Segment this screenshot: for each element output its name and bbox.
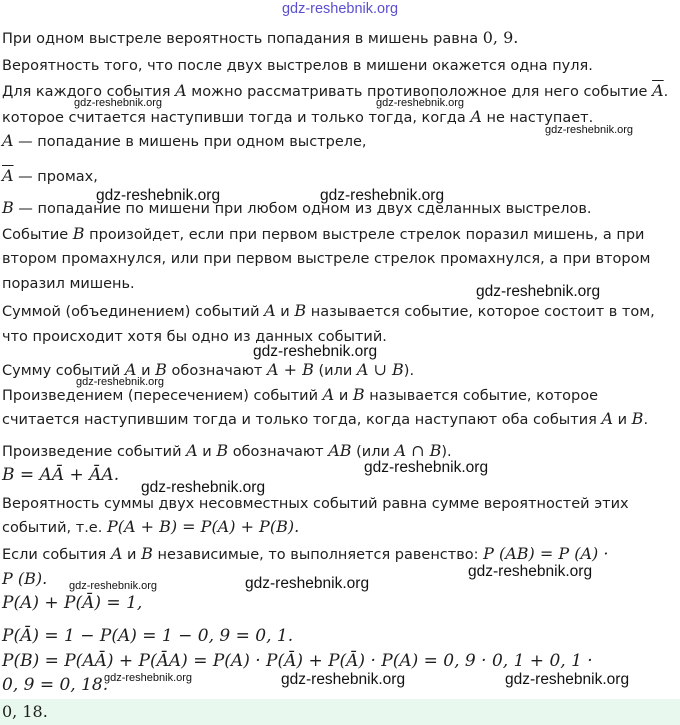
math-A-cup-B: A ∪ B [356,360,404,379]
sum-definition-1 [2,302,655,321]
independence-rule-cont: P (B). [2,569,48,588]
math-A: A [470,107,482,126]
text: (или [313,363,357,379]
math-B: B [216,441,229,460]
math-A: A [322,385,335,404]
text: (или [351,444,395,460]
event-B-formula: B = AĀ + ĀA. [2,465,120,485]
text: называется событие, которое [364,388,599,404]
problem-statement-2: Вероятность того, что после двух выстрелов в мишени окажется одна пуля. [2,58,593,74]
text: обозначают [228,444,329,460]
watermark: gdz-reshebnik.org [376,97,465,109]
equation-complement-sum: P(A) + P(Ā) = 1, [2,593,143,613]
theory-line-4 [2,108,593,127]
text: событий, т.е. [2,520,107,536]
math-A-bar: $\overline{A}$ [2,166,14,185]
watermark: gdz-reshebnik.org [281,671,406,688]
math-B: B [631,409,644,428]
math-A: A [186,441,198,460]
math-A: A [124,360,137,379]
sum-probability-rule-2 [2,518,299,537]
math-B: B [2,198,14,217]
event-B-description-2: втором промахнулся, или при первом выстреле стрелок промахнулся, а при втором [2,251,651,267]
definition-B [2,199,592,218]
product-definition-1 [2,386,598,405]
text: — промах, [13,169,98,185]
site-header-link[interactable]: gdz-reshebnik.org [281,1,399,17]
watermark: gdz-reshebnik.org [245,575,370,592]
text: Сумму событий [2,363,125,379]
text: — попадание по мишени при любом одном из двух сделанных выстрелов. [13,201,592,217]
math-A: A [110,544,123,563]
math-B: B [155,360,167,379]
watermark: gdz-reshebnik.org [320,187,445,204]
math-A: A [175,81,187,100]
text: называется событие, которое состоит в том, [306,304,655,320]
text: и [338,388,349,404]
text: . [643,412,649,428]
text: ). [403,363,415,379]
text: Произведением (пересечением) событий [2,388,323,404]
answer-box [0,699,680,725]
definition-A-bar [2,167,98,186]
watermark: gdz-reshebnik.org [468,563,593,580]
text: считается наступившим тогда и только тогда, когда наступают оба события [2,412,602,428]
product-definition-2 [2,410,648,429]
text: и [275,304,295,320]
watermark: gdz-reshebnik.org [253,343,378,360]
text: не наступает. [481,110,594,126]
math-B: B [352,385,365,404]
independence-rule [2,545,608,564]
math-A-plus-B: A + B [267,360,314,379]
watermark: gdz-reshebnik.org [476,283,601,300]
text: обозначают [166,363,267,379]
text: . [663,84,669,100]
text: которое считается наступивши тогда и только тогда, когда [2,110,471,126]
math-B: B [72,224,85,243]
event-B-description-1 [2,225,644,244]
watermark: gdz-reshebnik.org [141,479,266,496]
text: и [617,412,628,428]
math-sum-formula: P(A + B) = P(A) + P(B). [106,517,300,536]
equation-PB: P(B) = P(AĀ) + P(ĀA) = P(A) · P(Ā) + P(Ā) · P(A) = 0, 9 · 0, 1 + 0, 1 · [2,651,593,671]
problem-statement-1 [2,29,518,48]
math-B: B [141,544,153,563]
math-A: A [601,409,614,428]
sum-probability-rule-1: Вероятность суммы двух несовместных событий равна сумме вероятностей этих [2,496,629,512]
sum-notation [2,361,414,380]
definition-A [2,132,367,151]
math-A-cap-B: A ∩ B [394,441,442,460]
math-AB: AB [328,441,352,460]
text: Для каждого события [2,84,176,100]
text: можно рассматривать противоположное для него событие [186,84,653,100]
text: Суммой (объединением) событий [2,304,265,320]
text: произойдет, если при первом выстреле стрелок поразил мишень, а при [84,227,645,243]
equation-PB-cont: 0, 9 = 0, 18. [2,675,109,695]
math-A: A [2,131,14,150]
text: Если события [2,547,111,563]
text: Событие [2,227,73,243]
text: независимые, то выполняется равенство: [152,547,484,563]
event-B-description-3: поразил мишень. [2,276,135,292]
probability-value: 0, 9. [482,28,519,47]
math-A: A [264,301,276,320]
watermark: gdz-reshebnik.org [505,671,630,688]
watermark: gdz-reshebnik.org [74,97,163,109]
text: Произведение событий [2,444,187,460]
text: — попадание в мишень при одном выстреле, [13,134,367,150]
math-B: B [294,301,307,320]
watermark: gdz-reshebnik.org [545,124,634,136]
math-A-bar: $\overline{A}$ [652,81,664,100]
watermark: gdz-reshebnik.org [104,672,193,684]
watermark: gdz-reshebnik.org [96,187,221,204]
watermark: gdz-reshebnik.org [69,580,158,592]
text: и [202,444,212,460]
equation-complement-value: P(Ā) = 1 − P(A) = 1 − 0, 9 = 0, 1. [2,626,294,646]
text: При одном выстреле вероятность попадания в мишень равна [2,31,483,47]
text: и [141,363,151,379]
math-independence-formula: P (AB) = P (A) · [483,544,609,563]
watermark: gdz-reshebnik.org [364,459,489,476]
watermark: gdz-reshebnik.org [76,376,165,388]
answer-value: 0, 18. [2,702,48,721]
text: ). [441,444,452,460]
text: и [127,547,137,563]
sum-definition-2: что происходит хотя бы одно из данных событий. [2,329,387,345]
